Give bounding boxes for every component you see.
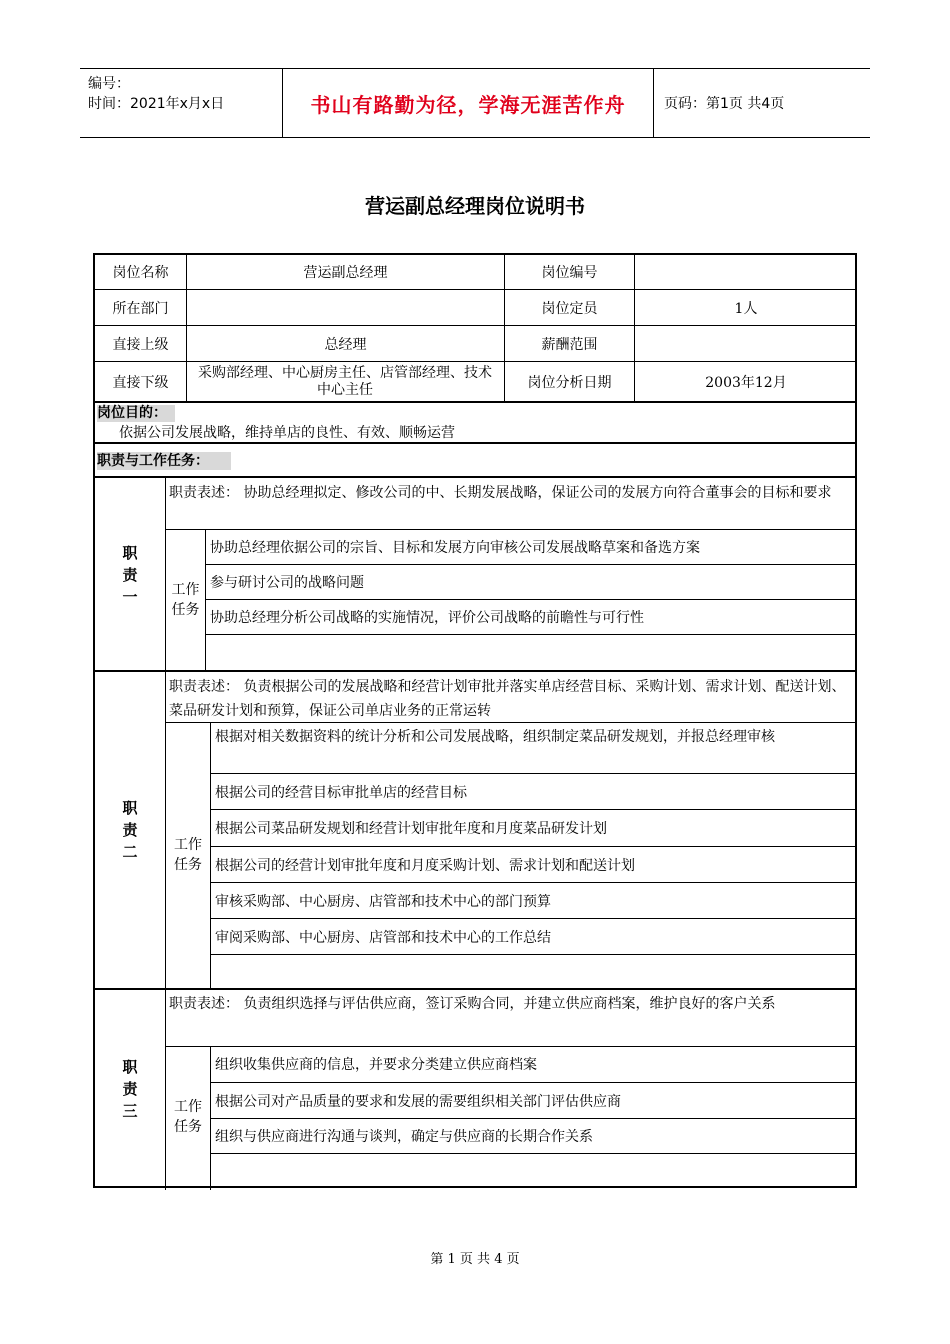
duty-2-name [95, 672, 165, 988]
duty-3-name-text: 职责三 [122, 1058, 138, 1120]
duties-label: 职责与工作任务： [97, 452, 231, 470]
label-supervisor: 直接上级 [112, 336, 169, 353]
duty-3-name [95, 990, 165, 1188]
duty-2-task-7 [215, 955, 855, 988]
duty-2-task-3: 根据公司菜品研发规划和经营计划审批年度和月度菜品研发计划 [215, 821, 607, 837]
number-label: 编号： [88, 76, 130, 92]
header-motto: 书山有路勤为径，学海无涯苦作舟 [282, 69, 654, 137]
value-headcount: 1人 [734, 300, 758, 317]
time-label: 时间：2021年x月x日 [88, 96, 225, 112]
duty-3-task-label-text: 工作任务 [174, 1099, 202, 1135]
duty-2-task-4: 根据公司的经营计划审批年度和月度采购计划、需求计划和配送计划 [215, 857, 635, 874]
duty-1-task-3: 协助总经理分析公司战略的实施情况，评价公司战略的前瞻性与可行性 [210, 610, 644, 626]
duty-3-task-3: 组织与供应商进行沟通与谈判，确定与供应商的长期合作关系 [215, 1129, 593, 1145]
duty-3-task-2: 根据公司对产品质量的要求和发展的需要组织相关部门评估供应商 [215, 1093, 621, 1110]
label-position-name: 岗位名称 [112, 265, 169, 281]
duty-2-task-1: 根据对相关数据资料的统计分析和公司发展战略，组织制定菜品研发规划，并报总经理审核 [215, 729, 775, 745]
duty-1-task-4 [210, 635, 855, 671]
duty-2-task-2: 根据公司的经营目标审批单店的经营目标 [215, 784, 467, 801]
duty-2-task-label-text: 工作任务 [174, 837, 202, 873]
value-department [187, 290, 504, 325]
job-description-form [93, 253, 857, 1188]
purpose-label: 岗位目的： [97, 405, 175, 422]
page-footer: 第 1 页 共 4 页 [430, 1252, 520, 1267]
duty-1-name-text: 职责一 [122, 543, 138, 606]
duty-2-statement: 职责表述： 负责根据公司的发展战略和经营计划审批并落实单店经营目标、采购计划、需求计划、配送计划、菜品研发计划和预算，保证公司单店业务的正常运转 [169, 679, 846, 719]
document-title: 营运副总经理岗位说明书 [365, 194, 585, 218]
duty-2-task-5: 审核采购部、中心厨房、店管部和技术中心的部门预算 [215, 893, 551, 910]
header-page-info: 页码：第1页 共4页 [664, 96, 785, 112]
duty-1-task-1: 协助总经理依据公司的宗旨、目标和发展方向审核公司发展战略草案和备选方案 [210, 540, 700, 556]
purpose-text: 依据公司发展战略，维持单店的良性、有效、顺畅运营 [119, 425, 455, 441]
document-header [80, 68, 870, 138]
duty-3-task-4 [215, 1154, 855, 1188]
label-headcount: 岗位定员 [541, 300, 598, 317]
label-salary-range: 薪酬范围 [541, 336, 598, 353]
value-salary-range [635, 326, 857, 361]
label-analysis-date: 岗位分析日期 [527, 374, 612, 391]
duty-2-name-text: 职责二 [122, 799, 138, 861]
duty-3-task-1: 组织收集供应商的信息，并要求分类建立供应商档案 [215, 1057, 537, 1073]
duty-2-task-label [166, 722, 210, 988]
duty-2-task-6: 审阅采购部、中心厨房、店管部和技术中心的工作总结 [215, 929, 551, 946]
duty-1-name [95, 478, 165, 671]
duty-3-statement: 职责表述： 负责组织选择与评估供应商，签订采购合同，并建立供应商档案，维护良好的客户关系 [169, 996, 776, 1012]
value-position-name: 营运副总经理 [303, 265, 388, 281]
duty-1-task-label-text: 工作任务 [171, 582, 200, 618]
duty-1-task-label [166, 529, 205, 671]
label-department: 所在部门 [112, 300, 169, 317]
label-subordinates: 直接下级 [112, 374, 169, 391]
header-meta [80, 69, 280, 137]
label-position-code: 岗位编号 [541, 265, 598, 281]
duty-1-statement: 职责表述： 协助总经理拟定、修改公司的中、长期发展战略，保证公司的发展方向符合董事会的目标和要求 [169, 485, 832, 501]
duty-1-task-2: 参与研讨公司的战略问题 [210, 575, 364, 591]
value-subordinates: 采购部经理、中心厨房主任、店管部经理、技术中心主任 [198, 364, 492, 398]
value-analysis-date: 2003年12月 [705, 374, 787, 391]
value-supervisor: 总经理 [324, 336, 367, 353]
value-position-code [635, 255, 857, 289]
duty-3-task-label [166, 1046, 210, 1188]
